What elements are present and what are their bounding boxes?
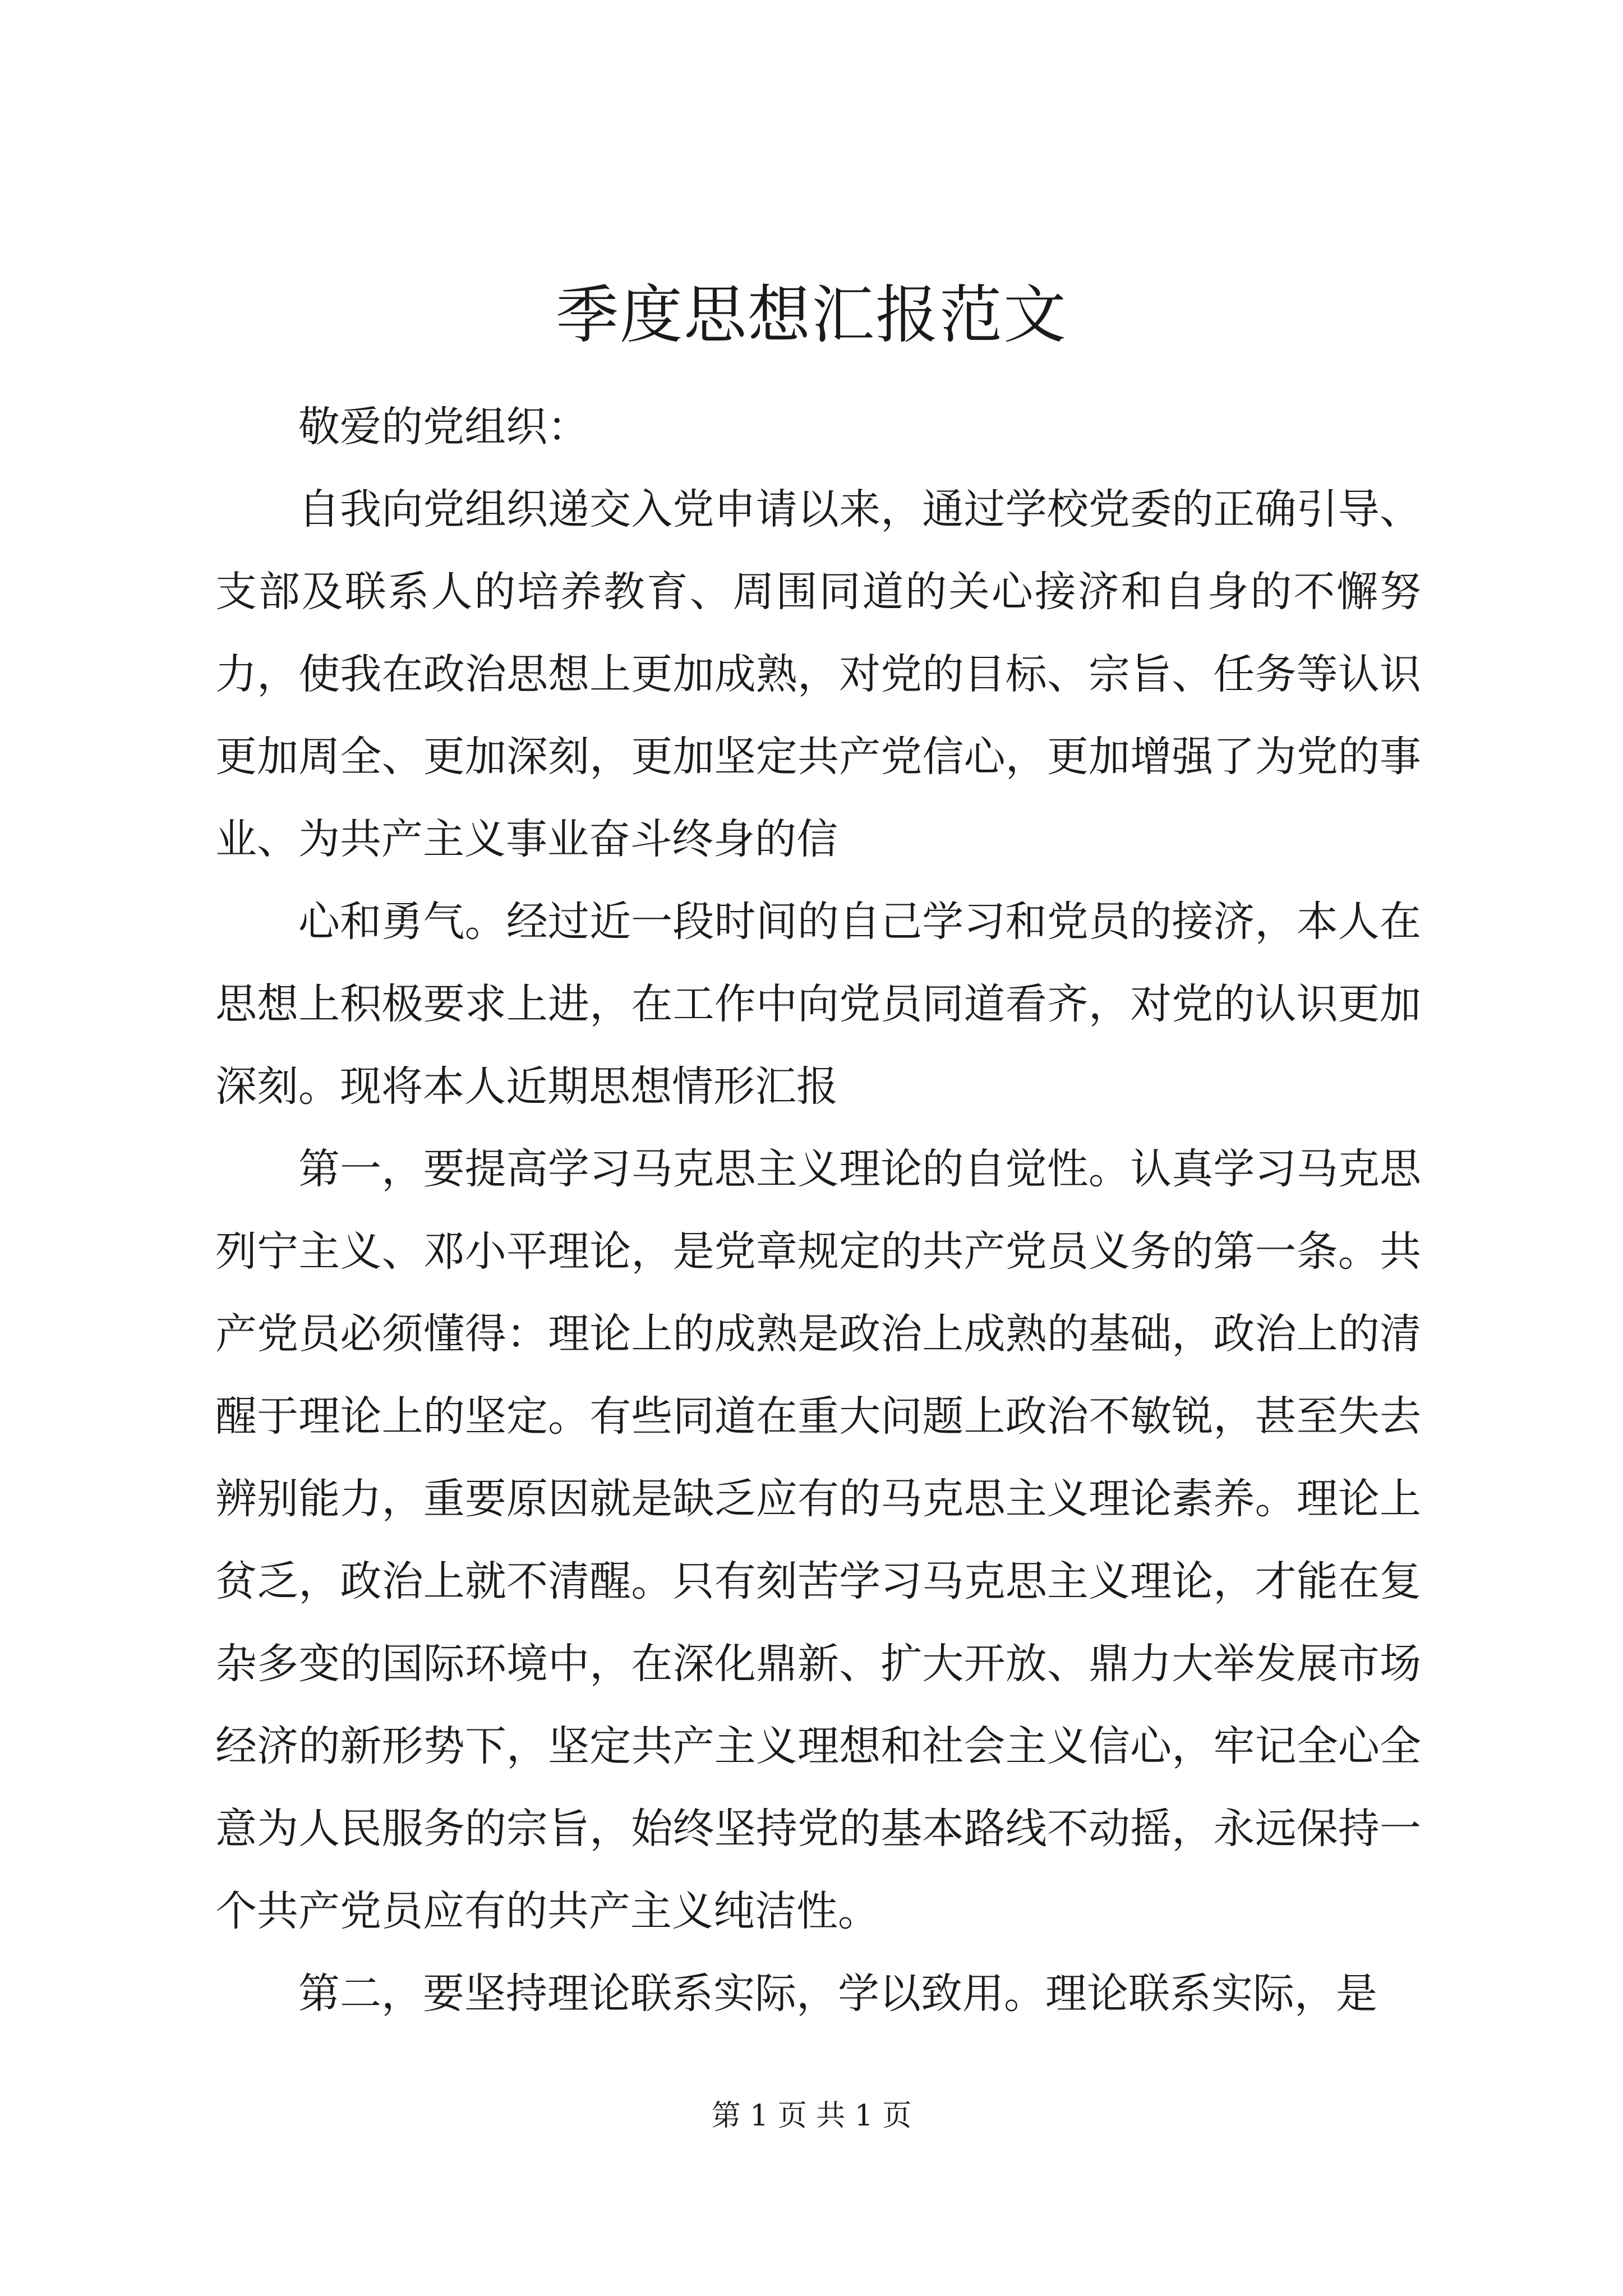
paragraph-point-two: 第二，要坚持理论联系实际，学以致用。理论联系实际，是 bbox=[298, 1970, 1377, 2018]
paragraph-continued: 心和勇气。经过近一段时间的自己学习和党员的接济，本人在思想上积极要求上进，在工作中向党员同道看齐，对党的认识更加深刻。现将本人近期思想情形汇报 bbox=[215, 898, 1421, 1111]
paragraph-intro: 自我向党组织递交入党申请以来，通过学校党委的正确引导、支部及联系人的培养教育、周围同道的关心接济和自身的不懈努力，使我在政治思想上更加成熟，对党的目标、宗旨、任务等认识更加周全、更加深刻，更加坚定共产党信心，更加增强了为党的事业、为共产主义事业奋斗终身的信 bbox=[215, 485, 1421, 863]
document-title: 季度思想汇报范文 bbox=[556, 279, 1067, 352]
salutation: 敬爱的党组织： bbox=[298, 403, 589, 451]
document-body bbox=[215, 386, 1421, 2035]
paragraph-point-one: 第一，要提高学习马克思主义理论的自觉性。认真学习马克思列宁主义、邓小平理论，是党章规定的共产党员义务的第一条。共产党员必须懂得：理论上的成熟是政治上成熟的基础，政治上的清醒于理论上的坚定。有些同道在重大问题上政治不敏锐，甚至失去辨别能力，重要原因就是缺乏应有的马克思主义理论素养。理论上贫乏，政治上就不清醒。只有刻苦学习马克思主义理论，才能在复杂多变的国际环境中，在深化鼎新、扩大开放、鼎力大举发展市场经济的新形势下，坚定共产主义理想和社会主义信心，牢记全心全意为人民服务的宗旨，始终坚持党的基本路线不动摇，永远保持一个共产党员应有的共产主义纯洁性。 bbox=[215, 1145, 1421, 1935]
page-footer: 第 1 页 共 1 页 bbox=[711, 2099, 912, 2133]
